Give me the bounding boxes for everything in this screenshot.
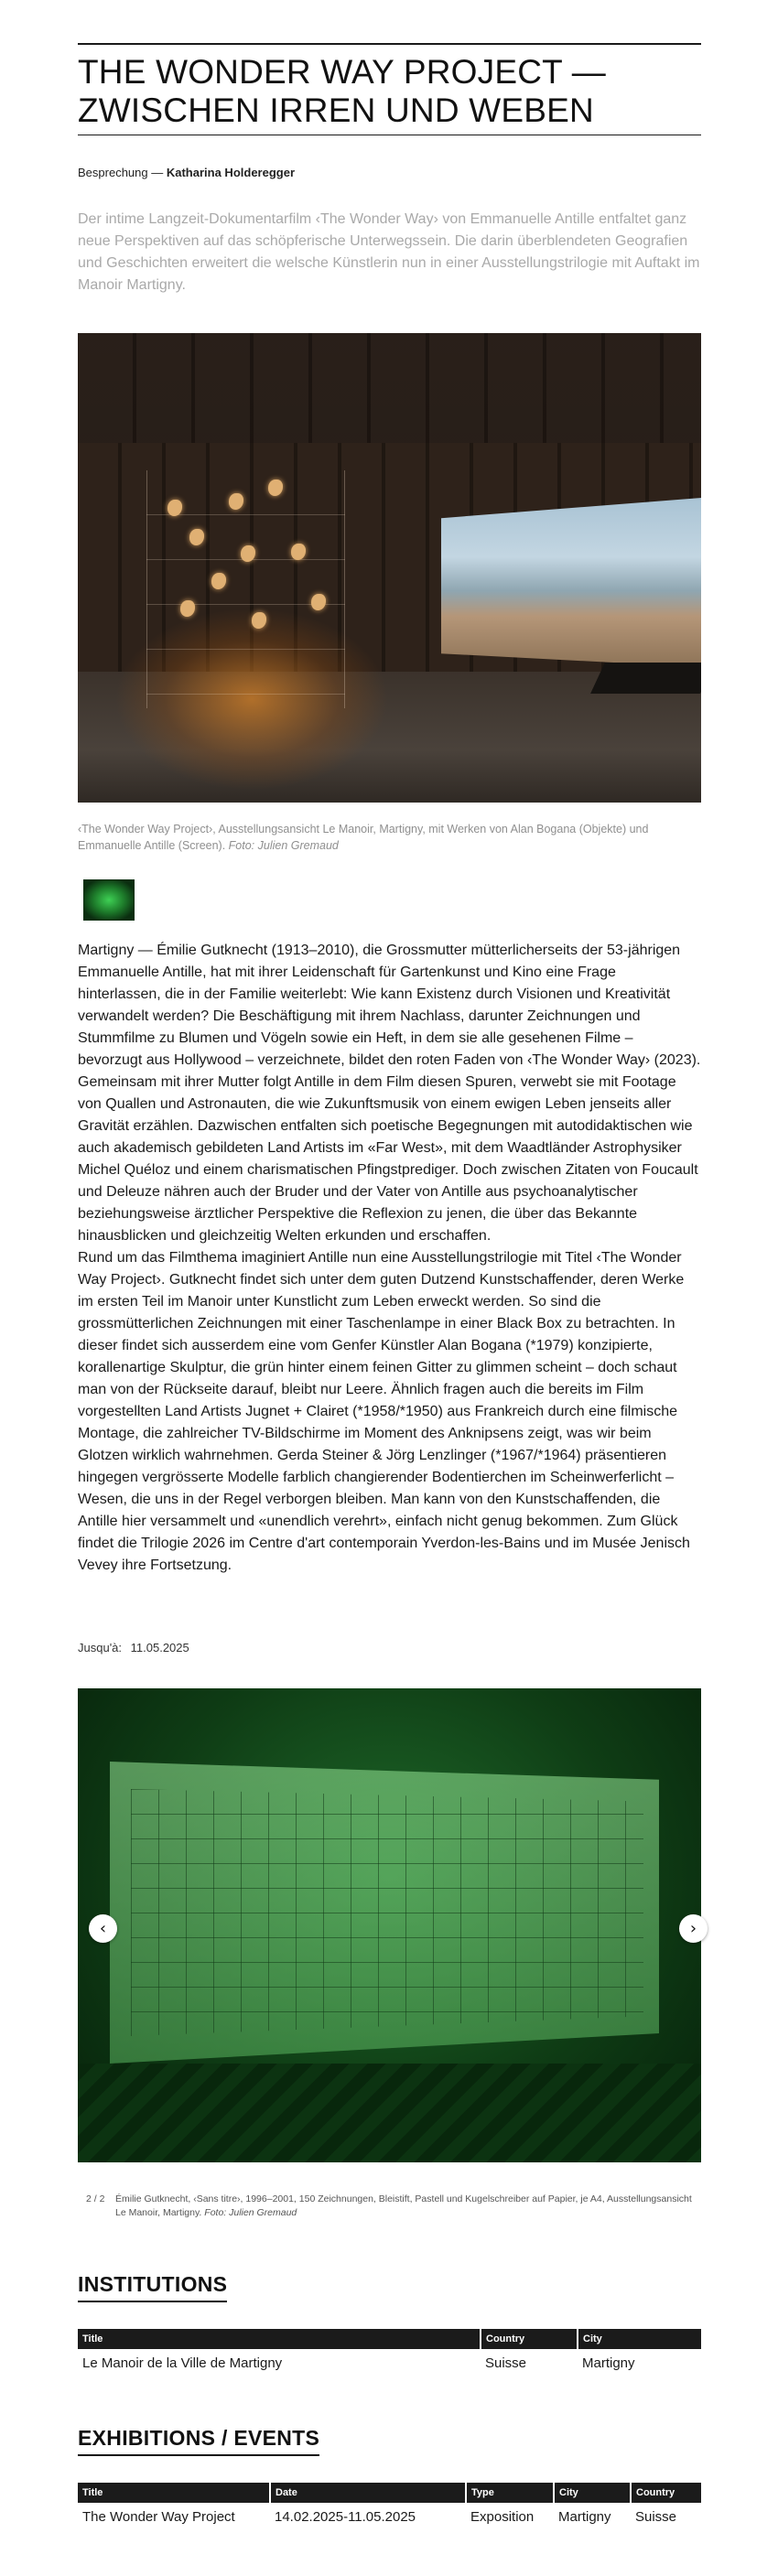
table-row[interactable] [78, 2503, 701, 2531]
gallery-caption [86, 2193, 701, 2220]
institutions-heading: INSTITUTIONS [78, 2272, 227, 2302]
exhibitions-table [78, 2483, 701, 2531]
image-1-caption [78, 821, 701, 854]
until-value: 11.05.2025 [130, 1641, 189, 1654]
gallery-counter: 2 / 2 [86, 2193, 105, 2204]
author-link[interactable]: Katharina Holderegger [166, 166, 296, 179]
exhibition-date: 14.02.2025-11.05.2025 [275, 2509, 416, 2525]
gallery-credit: Foto: Julien Gremaud [204, 2207, 297, 2218]
gallery-caption-text: Émilie Gutknecht, ‹Sans titre›, 1996–2001, 150 Zeichnungen, Bleistift, Pastell und Kugelschreiber auf Papier, je A4, Ausstellungsansicht Le Manoir, Martigny. [115, 2193, 692, 2218]
exhibition-photo-1 [78, 333, 701, 803]
column-header-country: Country [631, 2483, 701, 2503]
projection-screen [441, 498, 701, 667]
column-header-city: City [578, 2329, 701, 2349]
carousel-next-button[interactable] [679, 1914, 708, 1943]
bench [590, 663, 701, 694]
table-header-row [78, 2329, 701, 2349]
title-line-2: ZWISCHEN IRREN UND WEBEN [78, 92, 594, 129]
drawings-grid [131, 1789, 643, 2036]
column-header-city: City [554, 2483, 631, 2503]
page-title [78, 53, 701, 130]
chevron-right-icon: › [689, 1919, 697, 1938]
image-1-caption-text: ‹The Wonder Way Project›, Ausstellungsansicht Le Manoir, Martigny, mit Werken von Alan Bogana (Objekte) und Emmanuelle Antille (Screen). [78, 823, 649, 852]
institution-title-link[interactable]: Le Manoir de la Ville de Martigny [82, 2355, 283, 2371]
image-1-credit: Foto: Julien Gremaud [228, 839, 339, 852]
chevron-left-icon: ‹ [99, 1919, 107, 1938]
byline-label: Besprechung — [78, 166, 164, 179]
exhibition-type: Exposition [470, 2509, 535, 2525]
until-date [78, 1641, 189, 1654]
institutions-table [78, 2329, 701, 2377]
exhibitions-heading: EXHIBITIONS / EVENTS [78, 2426, 319, 2456]
title-line-1: THE WONDER WAY PROJECT — [78, 53, 606, 91]
column-header-date: Date [270, 2483, 466, 2503]
until-label: Jusqu'à: [78, 1641, 123, 1654]
gallery-image [78, 1688, 701, 2162]
column-header-title: Title [78, 2483, 270, 2503]
exhibition-title-link[interactable]: The Wonder Way Project [82, 2509, 235, 2525]
carousel-prev-button[interactable] [89, 1914, 117, 1943]
article-body [78, 940, 701, 1577]
body-paragraph-1: Martigny — Émilie Gutknecht (1913–2010), die Grossmutter mütterlicherseits der 53-jährigen Emmanuelle Antille, hat mit ihrer Leidenschaft für Gartenkunst und Kino eine Frage hinterlassen, die in der Familie weiterlebt: Wie kann Existenz durch Visionen und Kreativität verwandelt werden? Die Beschäftigung mit ihrem Nachlass, darunter Zeichnungen und Stummfilme zu Blumen und Vögeln sowie ein Heft, in dem sie alle gesehenen Filme – bevorzugt aus Hollywood – verzeichnete, bildet den roten Faden von ‹The Wonder Way› (2023). Gemeinsam mit ihrer Mutter folgt Antille in dem Film diesen Spuren, verwebt sie mit Footage von Quallen und Astronauten, die wie Zukunftsmusik von einem ewigen Leben jenseits aller Gravität erzählen. Dazwischen entfalten sich poetische Begegnungen mit autodidaktischen wie auch akademisch gebildeten Land Artists im «Far West», mit dem Waadtländer Astrophysiker Michel Quéloz und einem charismatischen Pfingstprediger. Doch zwischen Zitaten von Foucault und Deleuze nähren auch der Bruder und der Vater von Antille aus psychoanalytischer beziehungsweise ärztlicher Perspektive die Reflexion zu jenen, die über das Bekannte hinausblicken und gleichzeitig Welten erkunden und erschaffen. [78, 943, 701, 1244]
title-top-rule [78, 43, 701, 45]
lead-paragraph: Der intime Langzeit-Dokumentarfilm ‹The Wonder Way› von Emmanuelle Antille entfaltet ganz neue Perspektiven auf das schöpferische Unterwegssein. Die darin überblendeten Geografien und Geschichten erweitert die welsche Künstlerin nun in einer Ausstellungstrilogie mit Auftakt im Manoir Martigny. [78, 211, 700, 293]
column-header-title: Title [78, 2329, 481, 2349]
institution-city: Martigny [582, 2355, 635, 2371]
table-header-row [78, 2483, 701, 2503]
column-header-country: Country [481, 2329, 578, 2349]
body-paragraph-2: Rund um das Filmthema imaginiert Antille nun eine Ausstellungstrilogie mit Titel ‹The Wonder Way Project›. Gutknecht findet sich unter dem guten Dutzend Kunstschaffender, deren Werke im ersten Teil im Manoir unter Kunstlicht zum Leben erweckt werden. So sind die grossmütterlichen Zeichnungen mit einer Taschenlampe in einer Black Box zu betrachten. In dieser findet sich ausserdem eine vom Genfer Künstler Alan Bogana (*1979) konzipierte, korallenartige Skulptur, die grün hinter einem feinen Gitter zu glimmen scheint – doch schaut man von der Rückseite darauf, bleibt nur Leere. Ähnlich fragen auch die bereits im Film vorgestellten Land Artists Jugnet + Clairet (*1958/*1950) aus Frankreich durch eine filmische Montage, die zahlreicher TV-Bildschirme im Moment des Anknipsens zeigt, was wir beim Glotzen wirklich wahrnehmen. Gerda Steiner & Jörg Lenzlinger (*1967/*1964) präsentieren hingegen vergrösserte Modelle farblich changierender Bodentierchen im Scheinwerferlicht – Wesen, die uns in der Regel verborgen bleiben. Man kann von den Kunstschaffenden, die Antille hier versammelt und «unendlich verehrt», einfach nicht genug bekommen. Zum Glück findet die Trilogie 2026 im Centre d'art contemporain Yverdon-les-Bains und im Musée Jenisch Vevey ihre Fortsetzung. [78, 1250, 690, 1573]
column-header-type: Type [466, 2483, 554, 2503]
byline [78, 166, 295, 179]
institution-country: Suisse [485, 2355, 527, 2371]
table-row[interactable] [78, 2349, 701, 2377]
exhibition-country: Suisse [635, 2509, 677, 2525]
exhibition-city: Martigny [558, 2509, 611, 2525]
gallery-thumbnail[interactable] [83, 879, 135, 921]
